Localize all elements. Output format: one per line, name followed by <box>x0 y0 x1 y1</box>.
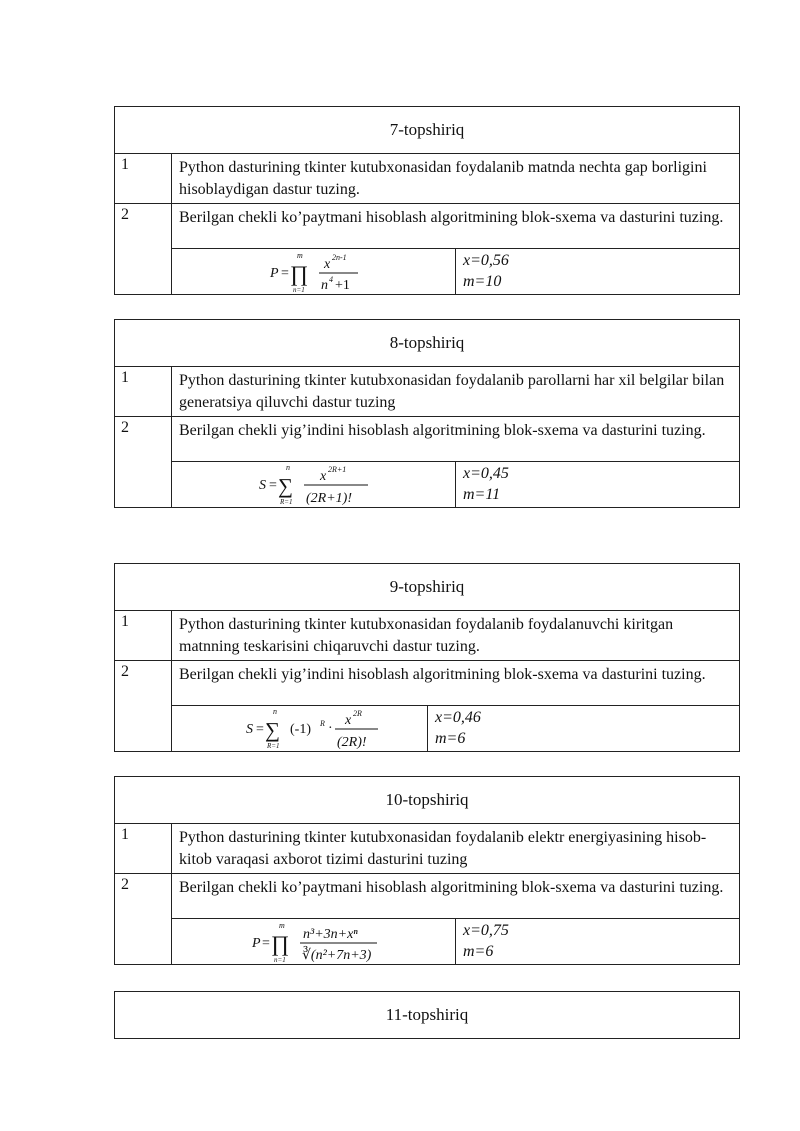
task-row-2 <box>115 660 739 751</box>
product-symbol: ∏ <box>271 931 290 956</box>
row-text: Python dasturining tkinter kutubxonasidan foydalanib parollarni har xil belgilar bilan generatsiya qiluvchi dastur tuzing <box>179 372 725 411</box>
task-title: 9-topshiriq <box>389 577 465 596</box>
denominator: (2R+1)! <box>306 491 352 506</box>
lower-limit: n=1 <box>274 956 286 964</box>
upper-limit: n <box>273 707 277 716</box>
row-number: 1 <box>115 154 172 203</box>
task-row-1 <box>115 823 739 873</box>
numerator-exponent: 2n-1 <box>332 253 347 262</box>
param-x: x=0,75 <box>463 922 509 939</box>
param-m: m=6 <box>435 730 466 747</box>
parameters <box>456 249 739 294</box>
sum-symbol: ∑ <box>265 718 280 742</box>
svg-text:·: · <box>328 721 333 736</box>
svg-text:=: = <box>256 722 264 737</box>
formula <box>172 249 456 294</box>
task-11-table <box>114 991 740 1039</box>
param-m: m=11 <box>463 486 501 503</box>
formula <box>172 706 428 751</box>
param-x: x=0,56 <box>463 252 509 269</box>
svg-text:=: = <box>281 266 289 281</box>
task-row-2 <box>115 203 739 294</box>
parameters <box>428 706 739 751</box>
lower-limit: R=1 <box>280 498 293 506</box>
task-row-1 <box>115 610 739 660</box>
task-row-1 <box>115 366 739 416</box>
row-number: 1 <box>115 824 172 873</box>
parameters <box>456 462 739 507</box>
row-text: Python dasturining tkinter kutubxonasidan foydalanib elektr energiyasining hisob-kitob varaqasi axborot tizimi dasturini tuzing <box>179 829 707 868</box>
row-text: Berilgan chekli yig’indini hisoblash algoritmining blok-sxema va dasturini tuzing. <box>179 666 706 683</box>
product-symbol: ∏ <box>290 261 309 286</box>
task-7-table <box>114 106 740 295</box>
param-x: x=0,45 <box>463 465 509 482</box>
task-title: 8-topshiriq <box>389 333 465 352</box>
numerator: x <box>324 257 331 272</box>
task-10-table <box>114 776 740 965</box>
svg-text:=: = <box>269 478 277 493</box>
numerator: n³+3n+xⁿ <box>303 927 358 942</box>
numerator: x <box>320 469 327 484</box>
formula-lhs: S <box>259 478 266 493</box>
formula-lhs: P <box>270 266 279 281</box>
formula <box>172 919 456 964</box>
row-number: 1 <box>115 611 172 660</box>
task-title: 11-topshiriq <box>385 1005 469 1024</box>
lower-limit: n=1 <box>293 286 305 294</box>
row-number: 2 <box>115 661 172 751</box>
upper-limit: n <box>286 463 290 472</box>
formula <box>172 462 456 507</box>
numerator-exponent: 2R+1 <box>328 465 347 474</box>
task-title: 7-topshiriq <box>389 120 465 139</box>
param-m: m=6 <box>463 943 494 960</box>
denominator: n <box>321 278 328 293</box>
task-9-table <box>114 563 740 752</box>
row-text: Berilgan chekli ko’paytmani hisoblash algoritmining blok-sxema va dasturini tuzing. <box>179 209 724 226</box>
row-number: 2 <box>115 204 172 294</box>
param-x: x=0,46 <box>435 709 481 726</box>
row-number: 2 <box>115 874 172 964</box>
row-text: Python dasturining tkinter kutubxonasidan foydalanib matnda nechta gap borligini hisoblaydigan dastur tuzing. <box>179 159 707 198</box>
task-8-table <box>114 319 740 508</box>
denominator: (2R)! <box>337 735 367 750</box>
row-text: Berilgan chekli ko’paytmani hisoblash algoritmining blok-sxema va dasturini tuzing. <box>179 879 724 896</box>
denominator-tail: +1 <box>335 278 350 293</box>
numerator: x <box>345 713 352 728</box>
denominator: ∛(n²+7n+3) <box>302 948 372 963</box>
task-row-2 <box>115 416 739 507</box>
row-number: 1 <box>115 367 172 416</box>
row-number: 2 <box>115 417 172 507</box>
upper-limit: m <box>297 251 303 260</box>
row-text: Python dasturining tkinter kutubxonasidan foydalanib foydalanuvchi kiritgan matnning teskarisini chiqaruvchi dastur tuzing. <box>179 616 674 655</box>
upper-limit: m <box>279 921 285 930</box>
row-text: Berilgan chekli yig’indini hisoblash algoritmining blok-sxema va dasturini tuzing. <box>179 422 706 439</box>
parameters <box>456 919 739 964</box>
task-row-2 <box>115 873 739 964</box>
lower-limit: R=1 <box>267 742 280 750</box>
denominator-exponent: 4 <box>329 275 333 284</box>
task-title: 10-topshiriq <box>385 790 469 809</box>
formula-lhs: S <box>246 722 253 737</box>
task-row-1 <box>115 153 739 203</box>
sum-symbol: ∑ <box>278 474 293 498</box>
numerator-exponent: 2R <box>353 709 362 718</box>
sign-factor: (-1) <box>290 722 311 737</box>
param-m: m=10 <box>463 273 502 290</box>
sign-factor-exponent: R <box>320 719 325 728</box>
svg-text:=: = <box>262 936 270 951</box>
formula-lhs: P <box>252 936 261 951</box>
